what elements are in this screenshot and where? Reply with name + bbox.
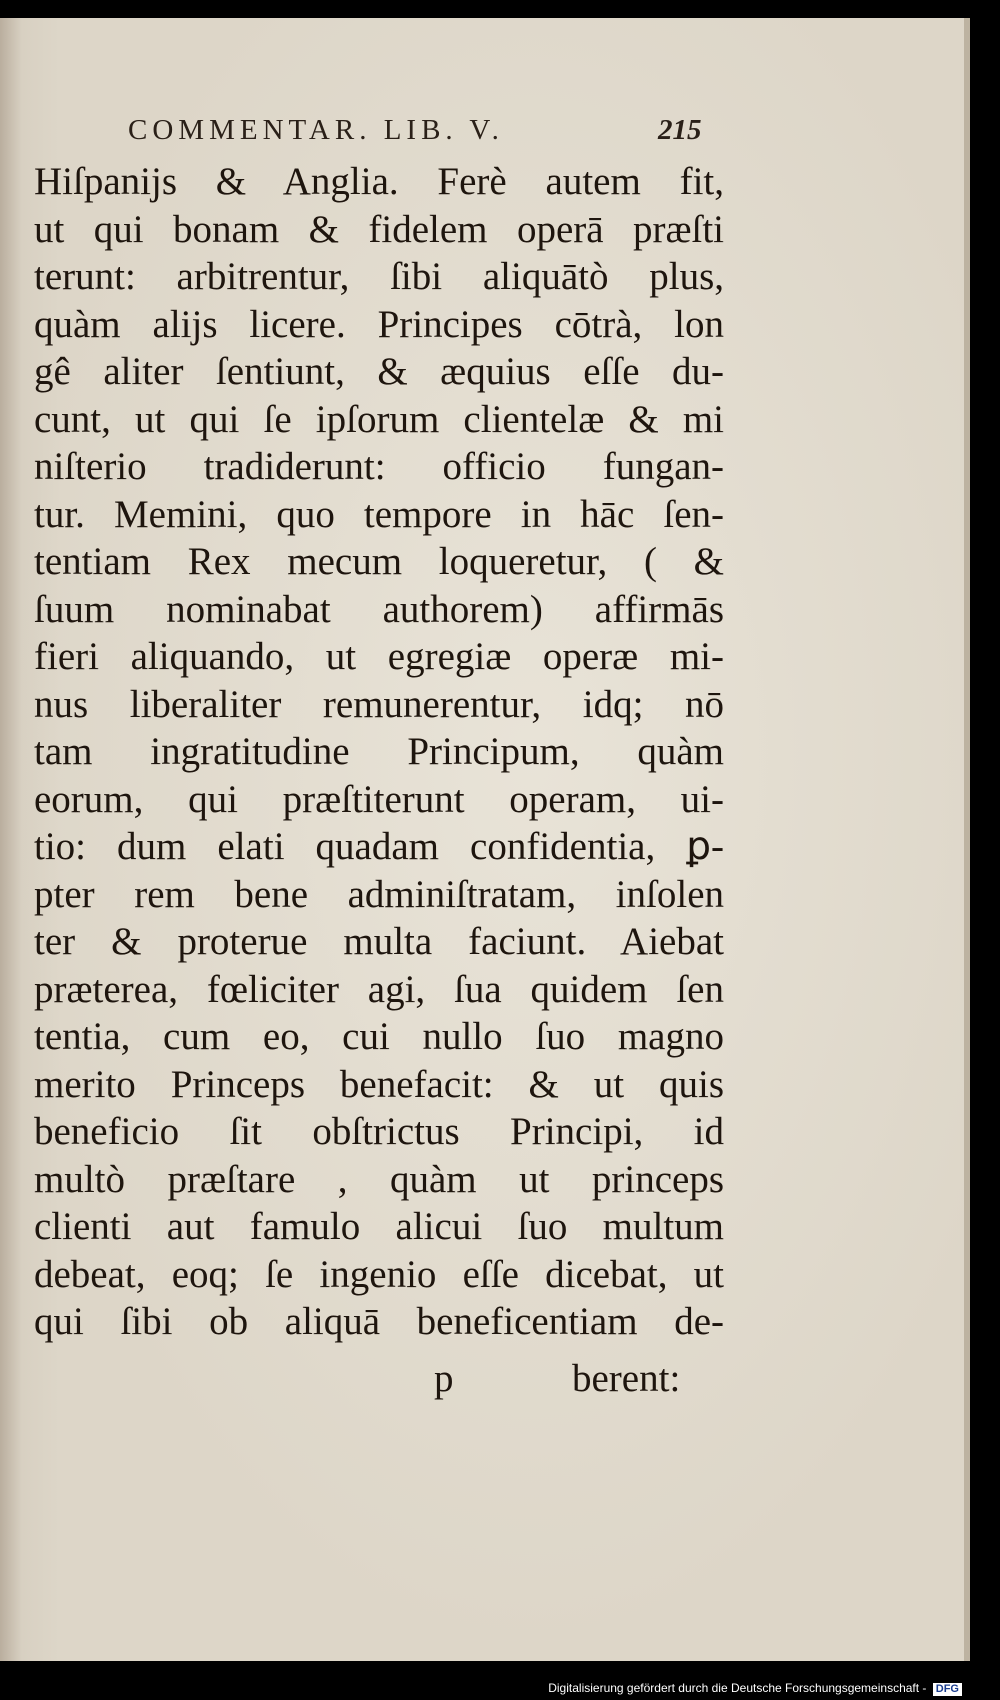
page-header — [128, 114, 718, 154]
text-line: gê aliter ſentiunt, & æquius eſſe du- — [34, 350, 724, 393]
text-block — [34, 158, 724, 1400]
text-line: nus liberaliter remunerentur, idq; nō — [34, 682, 724, 726]
text-line: pter rem bene adminiſtratam, inſolen — [34, 872, 724, 916]
text-line: multò præſtare , quàm ut princeps — [34, 1157, 724, 1201]
text-line: merito Princeps benefacit: & ut quis — [34, 1062, 724, 1106]
catchword: berent: — [572, 1357, 681, 1400]
text-line: niſterio tradiderunt: officio fungan- — [34, 445, 724, 488]
text-line: clienti aut famulo alicui ſuo multum — [34, 1205, 724, 1248]
text-line: eorum, qui præſtiterunt operam, ui- — [34, 777, 724, 821]
text-line: præterea, fœliciter agi, ſua quidem ſen — [34, 967, 724, 1011]
running-title: COMMENTAR. LIB. V. — [128, 114, 504, 146]
text-line: tentia, cum eo, cui nullo ſuo magno — [34, 1015, 724, 1058]
text-line: tentiam Rex mecum loqueretur, ( & — [34, 540, 724, 583]
text-line: cunt, ut qui ſe ipſorum clientelæ & mi — [34, 397, 724, 441]
page-number: 215 — [658, 114, 702, 146]
signature-mark: p — [434, 1357, 454, 1400]
text-line: Hiſpanijs & Anglia. Ferè autem fit, — [34, 160, 724, 203]
digitization-credit — [548, 1681, 962, 1696]
text-line: beneficio ſit obſtrictus Principi, id — [34, 1110, 724, 1153]
book-page — [0, 18, 968, 1661]
text-line: tam ingratitudine Principum, quàm — [34, 730, 724, 773]
text-line: tur. Memini, quo tempore in hāc ſen- — [34, 492, 724, 536]
text-line: tio: dum elati quadam confidentia, ꝑ- — [34, 825, 724, 868]
text-line: qui ſibi ob aliquā beneficentiam de- — [34, 1300, 724, 1343]
credit-text: Digitalisierung gefördert durch die Deutsche Forschungsgemeinschaft - — [548, 1681, 927, 1695]
text-line: ter & proterue multa faciunt. Aiebat — [34, 920, 724, 963]
dfg-logo: DFG — [933, 1683, 962, 1696]
text-line: debeat, eoq; ſe ingenio eſſe dicebat, ut — [34, 1252, 724, 1296]
page-footer — [34, 1355, 724, 1403]
text-line: ſuum nominabat authorem) affirmās — [34, 587, 724, 631]
page-edge — [964, 18, 970, 1661]
text-line: ut qui bonam & fidelem operā præſti — [34, 207, 724, 251]
text-line: fieri aliquando, ut egregiæ operæ mi- — [34, 635, 724, 678]
text-line: quàm alijs licere. Principes cōtrà, lon — [34, 302, 724, 346]
text-line: terunt: arbitrentur, ſibi aliquātò plus, — [34, 255, 724, 298]
